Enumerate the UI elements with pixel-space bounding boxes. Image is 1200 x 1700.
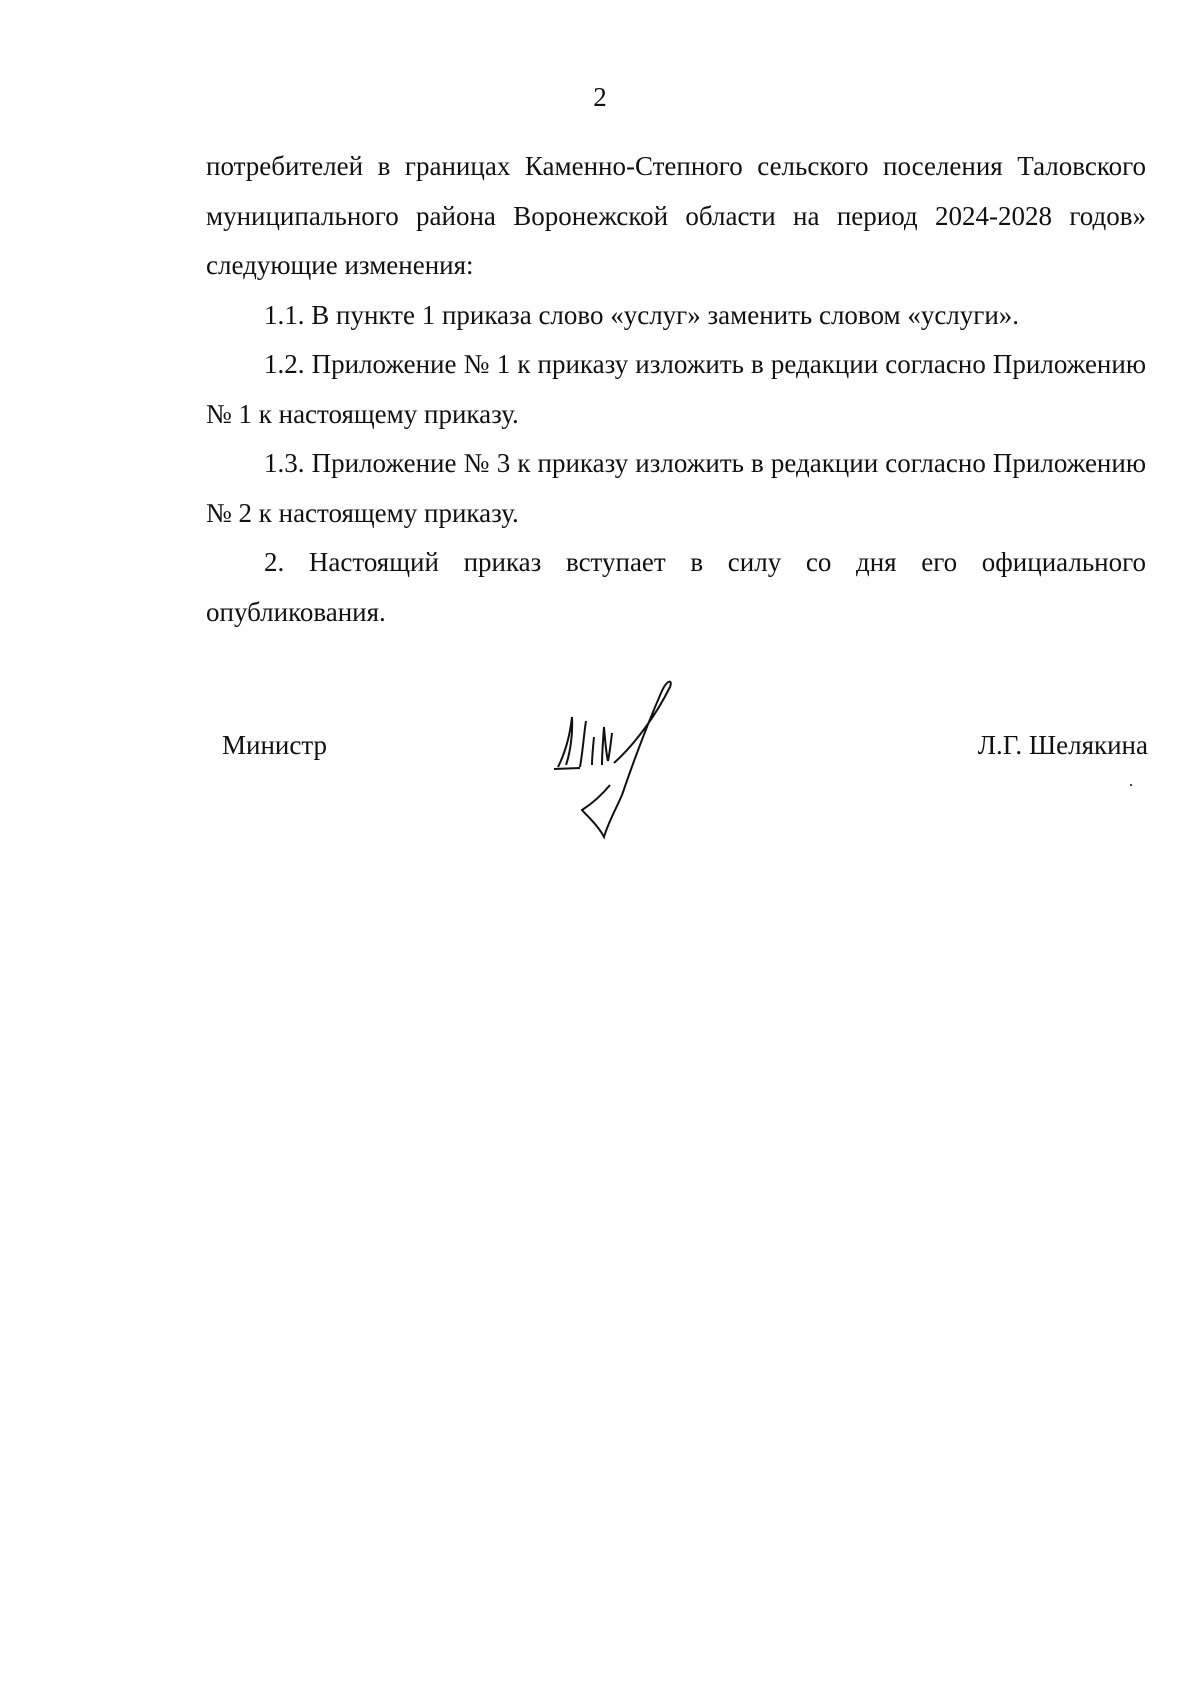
paragraph-item-2: 2. Настоящий приказ вступает в силу со дня его официального опубликования. [206,547,1146,627]
intro-line-2: муниципального района Воронежской области на период 2024-2028 годов» [206,200,1146,231]
paragraph-item-1-3: 1.3. Приложение № 3 к приказу изложить в редакции согласно Приложению № 2 к настоящему приказу. [206,448,1146,528]
intro-line-3: следующие изменения: [206,250,474,280]
paragraph-item-1-1: 1.1. В пункте 1 приказа слово «услуг» заменить словом «услуги». [264,299,1020,330]
document-body [206,142,1146,637]
page-number: 2 [593,82,607,112]
signatory-name: Л.Г. Шелякина [977,730,1148,760]
intro-line-1: потребителей в границах Каменно-Степного сельского поселения Таловского [206,151,1146,181]
signatory-title: Министр [222,730,327,760]
signature-block [0,730,1200,770]
paragraph-item-1-2: 1.2. Приложение № 1 к приказу изложить в редакции согласно Приложению № 1 к настоящему приказу. [206,349,1146,429]
scan-speck [1130,784,1132,786]
